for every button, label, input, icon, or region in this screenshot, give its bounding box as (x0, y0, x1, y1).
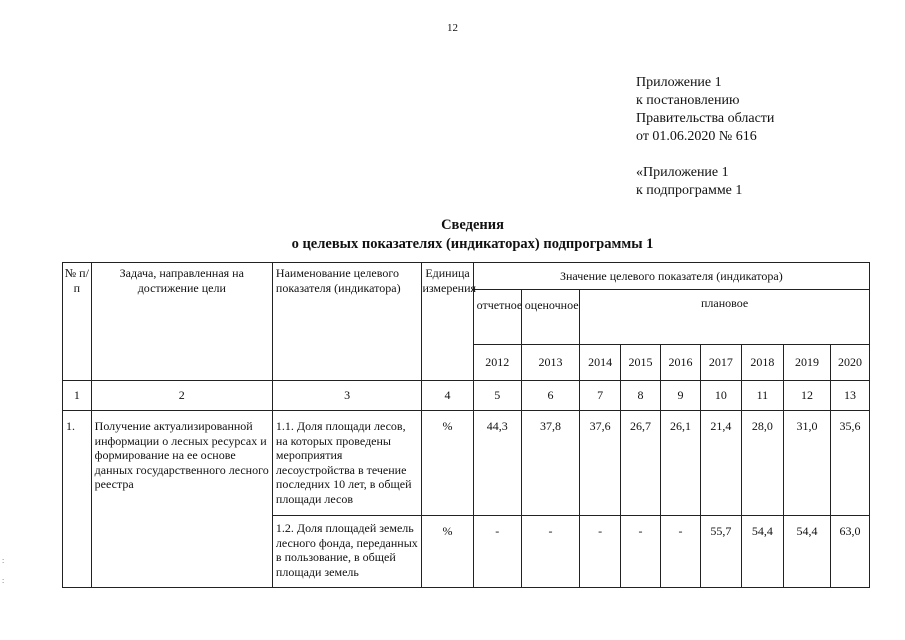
column-number-row (63, 381, 870, 411)
document-title (0, 216, 905, 254)
subprogram-appendix-reference (636, 164, 742, 200)
unit-cell: % (422, 516, 473, 588)
year-cell: 2020 (830, 345, 869, 381)
appendix-line: «Приложение 1 (636, 165, 729, 180)
title-line-1: Сведения (441, 217, 504, 233)
value-cell: 54,4 (783, 516, 830, 588)
value-cell: 35,6 (830, 411, 869, 516)
year-cell: 2013 (521, 345, 579, 381)
column-number: 11 (741, 381, 783, 411)
header-task: Задача, направленная на достижение цели (91, 263, 272, 381)
column-number: 6 (521, 381, 579, 411)
column-number: 2 (91, 381, 272, 411)
column-number: 3 (272, 381, 422, 411)
year-cell: 2016 (661, 345, 701, 381)
task-text: Получение актуализированной информации о лесных ресурсах и формирование на ее основе данных государственного лесного реестра (91, 411, 272, 588)
column-number: 5 (473, 381, 521, 411)
year-cell: 2012 (473, 345, 521, 381)
value-cell: 26,7 (621, 411, 661, 516)
value-cell: 63,0 (830, 516, 869, 588)
appendix-line: от 01.06.2020 № 616 (636, 129, 757, 144)
indicators-table (62, 262, 870, 588)
column-number: 8 (621, 381, 661, 411)
value-cell: 21,4 (700, 411, 741, 516)
value-cell: 37,6 (580, 411, 621, 516)
header-estimated: оценочное (521, 290, 579, 345)
column-number: 7 (580, 381, 621, 411)
unit-cell: % (422, 411, 473, 516)
value-cell: 37,8 (521, 411, 579, 516)
column-number: 12 (783, 381, 830, 411)
value-cell: 26,1 (661, 411, 701, 516)
year-cell: 2017 (700, 345, 741, 381)
column-number: 1 (63, 381, 92, 411)
column-number: 13 (830, 381, 869, 411)
table-row (63, 411, 870, 516)
header-value-group: Значение целевого показателя (индикатора) (473, 263, 869, 290)
value-cell: 55,7 (700, 516, 741, 588)
value-cell: 31,0 (783, 411, 830, 516)
value-cell: - (521, 516, 579, 588)
appendix-line: Приложение 1 (636, 75, 722, 90)
appendix-line: к подпрограмме 1 (636, 183, 743, 198)
header-indicator-name: Наименование целевого показателя (индикатора) (272, 263, 422, 381)
value-cell: 44,3 (473, 411, 521, 516)
year-cell: 2015 (621, 345, 661, 381)
value-cell: 54,4 (741, 516, 783, 588)
year-cell: 2014 (580, 345, 621, 381)
appendix-line: к постановлению (636, 93, 740, 108)
value-cell: 28,0 (741, 411, 783, 516)
appendix-reference (636, 74, 774, 146)
page-number: 12 (447, 22, 458, 34)
scan-edge-mark: : (2, 556, 5, 565)
title-line-2: о целевых показателях (индикаторах) подпрограммы 1 (291, 236, 654, 252)
column-number: 10 (700, 381, 741, 411)
row-number: 1. (63, 411, 92, 588)
column-number: 9 (661, 381, 701, 411)
value-cell: - (580, 516, 621, 588)
scan-edge-mark: : (2, 576, 5, 585)
value-cell: - (661, 516, 701, 588)
appendix-line: Правительства области (636, 111, 775, 126)
indicator-name: 1.2. Доля площадей земель лесного фонда, переданных в пользование, в общей площади земель (272, 516, 422, 588)
indicator-name: 1.1. Доля площади лесов, на которых проведены мероприятия лесоустройства в течение последних 10 лет, в общей площади лесов (272, 411, 422, 516)
header-planned: плановое (580, 290, 870, 345)
value-cell: - (621, 516, 661, 588)
year-cell: 2018 (741, 345, 783, 381)
header-unit: Единица измерения (422, 263, 473, 381)
year-cell: 2019 (783, 345, 830, 381)
value-cell: - (473, 516, 521, 588)
header-reported: отчетное (473, 290, 521, 345)
header-num: № п/п (63, 263, 92, 381)
column-number: 4 (422, 381, 473, 411)
